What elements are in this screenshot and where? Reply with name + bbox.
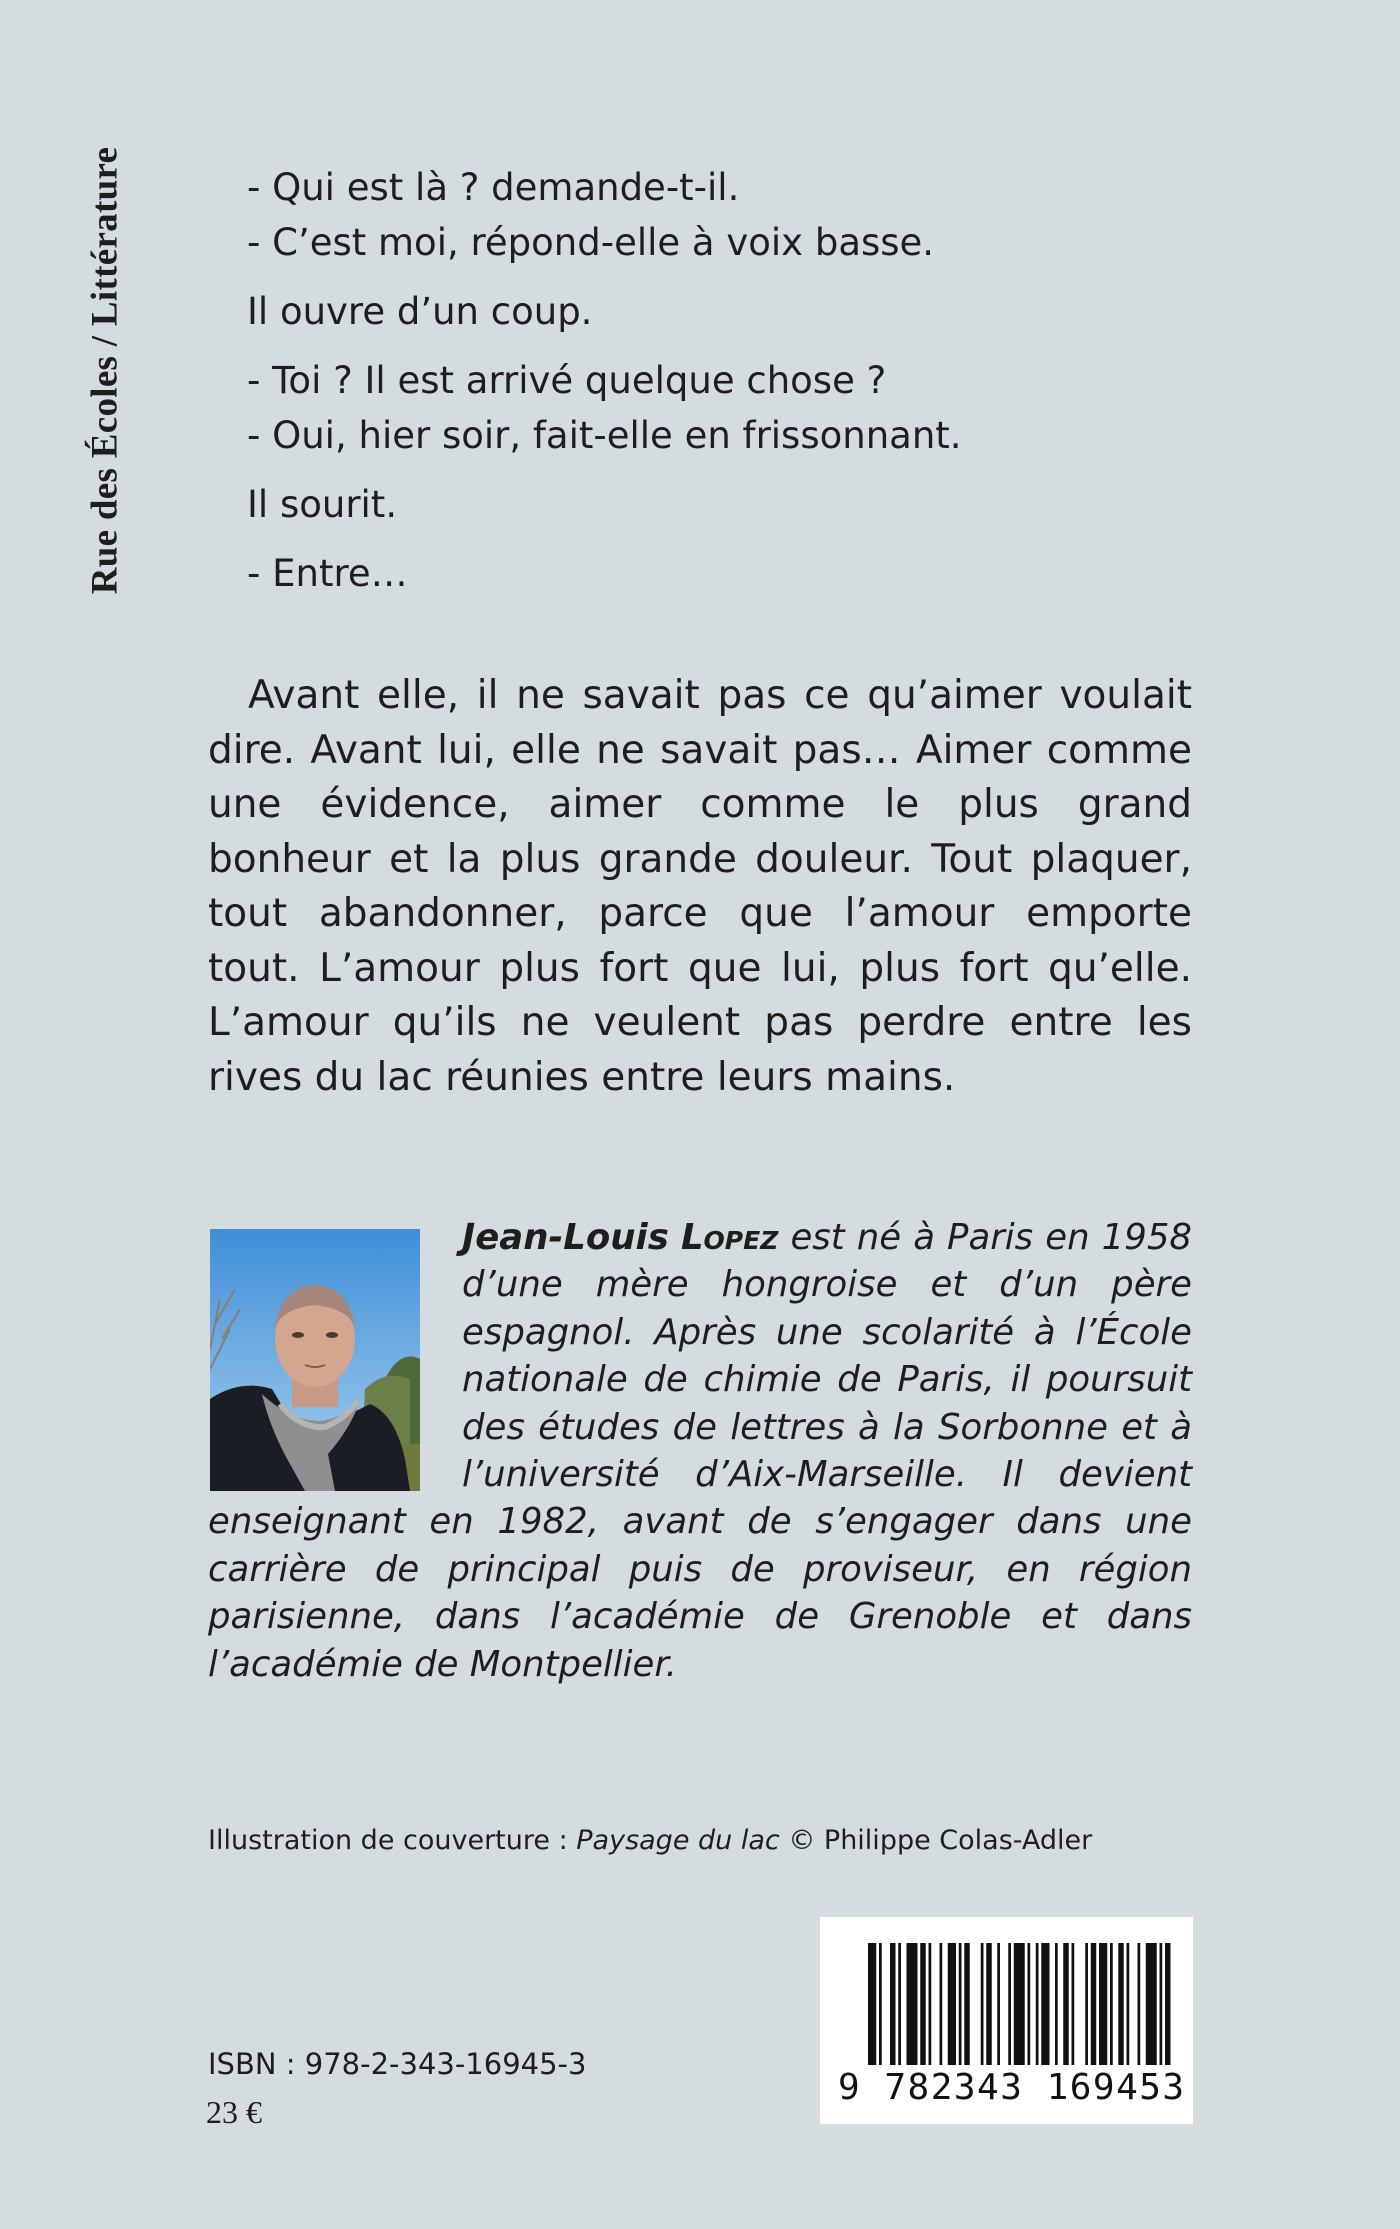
barcode-bar [1165,1943,1171,2065]
credit-work-title: Paysage du lac [576,1825,780,1856]
barcode-bar [1091,1943,1097,2065]
cover-credit [208,1825,1092,1856]
barcode-bar [868,1943,876,2065]
dialogue-line: Il sourit. [247,483,398,526]
barcode-bar [1110,1943,1113,2065]
barcode-bar [1146,1943,1157,2065]
credit-author: © Philippe Colas-Adler [779,1825,1093,1856]
author-first-name: Jean-Louis [462,1217,669,1258]
barcode-bar [981,1943,984,2065]
barcode-bar [1008,1943,1011,2065]
collection-name: Rue des Écoles / Littérature [84,146,126,594]
barcode-bar [907,1943,918,2065]
author-bio [208,1214,1192,1688]
barcode-bar [1014,1943,1025,2065]
barcode-bar [879,1943,882,2065]
barcode-bar [929,1943,932,2065]
barcode-bar [1099,1943,1107,2065]
isbn: ISBN : 978-2-343-16945-3 [208,2047,587,2081]
barcode-bar [964,1943,970,2065]
barcode-bar [959,1943,962,2065]
barcode-bar [997,1943,1000,2065]
barcode-bar [1055,1943,1058,2065]
book-blurb: Avant elle, il ne savait pas ce qu’aimer voulait dire. Avant lui, elle ne savait pas… Aimer comme une évidence, aimer comme le plus grand bonheur et la plus grande douleur. Tout plaquer, tout abandonner, parce que l’amour emporte tout. L’amour plus fort que lui, plus fort qu’elle. L’amour qu’ils ne veulent pas perdre entre les rives du lac réunies entre leurs mains. [208,673,1192,1100]
barcode-bar [948,1943,956,2065]
barcode-bar [1160,1943,1163,2065]
barcode-bar [890,1943,896,2065]
barcode-bar [920,1943,926,2065]
dialogue-line: - Qui est là ? demande-t-il. [247,166,740,209]
barcode-bar [898,1943,901,2065]
price: 23 € [206,2094,262,2130]
barcode-bar [986,1943,992,2065]
barcode-bar [1036,1943,1039,2065]
dialogue-line: - Entre… [247,552,408,595]
barcode-bar [1028,1943,1031,2065]
barcode-digits: 9 782343 169453 [838,2067,1186,2108]
barcode-bar [1085,1943,1088,2065]
dialogue-line: Il ouvre d’un coup. [247,290,593,333]
barcode-bar [1127,1943,1130,2065]
barcode-bar [1041,1943,1049,2065]
barcode-bar [1063,1943,1069,2065]
author-bio-text: est né à Paris en 1958 d’une mère hongroise et d’un père espagnol. Après une scolarité à l’École nationale de chimie de Paris, il poursuit des études de lettres à la Sorbonne et à l’université d’Aix-Marseille. Il devient enseignant en 1982, avant de s’engager dans une carrière de principal puis de proviseur, en région parisienne, dans l’académie de Grenoble et dans l’académie de Montpellier. [208,1217,1192,1685]
dialogue-excerpt [247,160,1247,601]
barcode-bar [940,1943,943,2065]
barcode-bar [1118,1943,1124,2065]
credit-prefix: Illustration de couverture : [208,1825,577,1856]
dialogue-line: - Toi ? Il est arrivé quelque chose ? [247,359,887,402]
dialogue-line: - Oui, hier soir, fait-elle en frissonnant. [247,414,962,457]
dialogue-line: - C’est moi, répond-elle à voix basse. [247,221,935,264]
spine-label [42,100,168,640]
barcode [820,1917,1193,2124]
barcode-bar [1072,1943,1075,2065]
barcode-bar [1138,1943,1141,2065]
author-last-name: Lopez [680,1217,779,1258]
